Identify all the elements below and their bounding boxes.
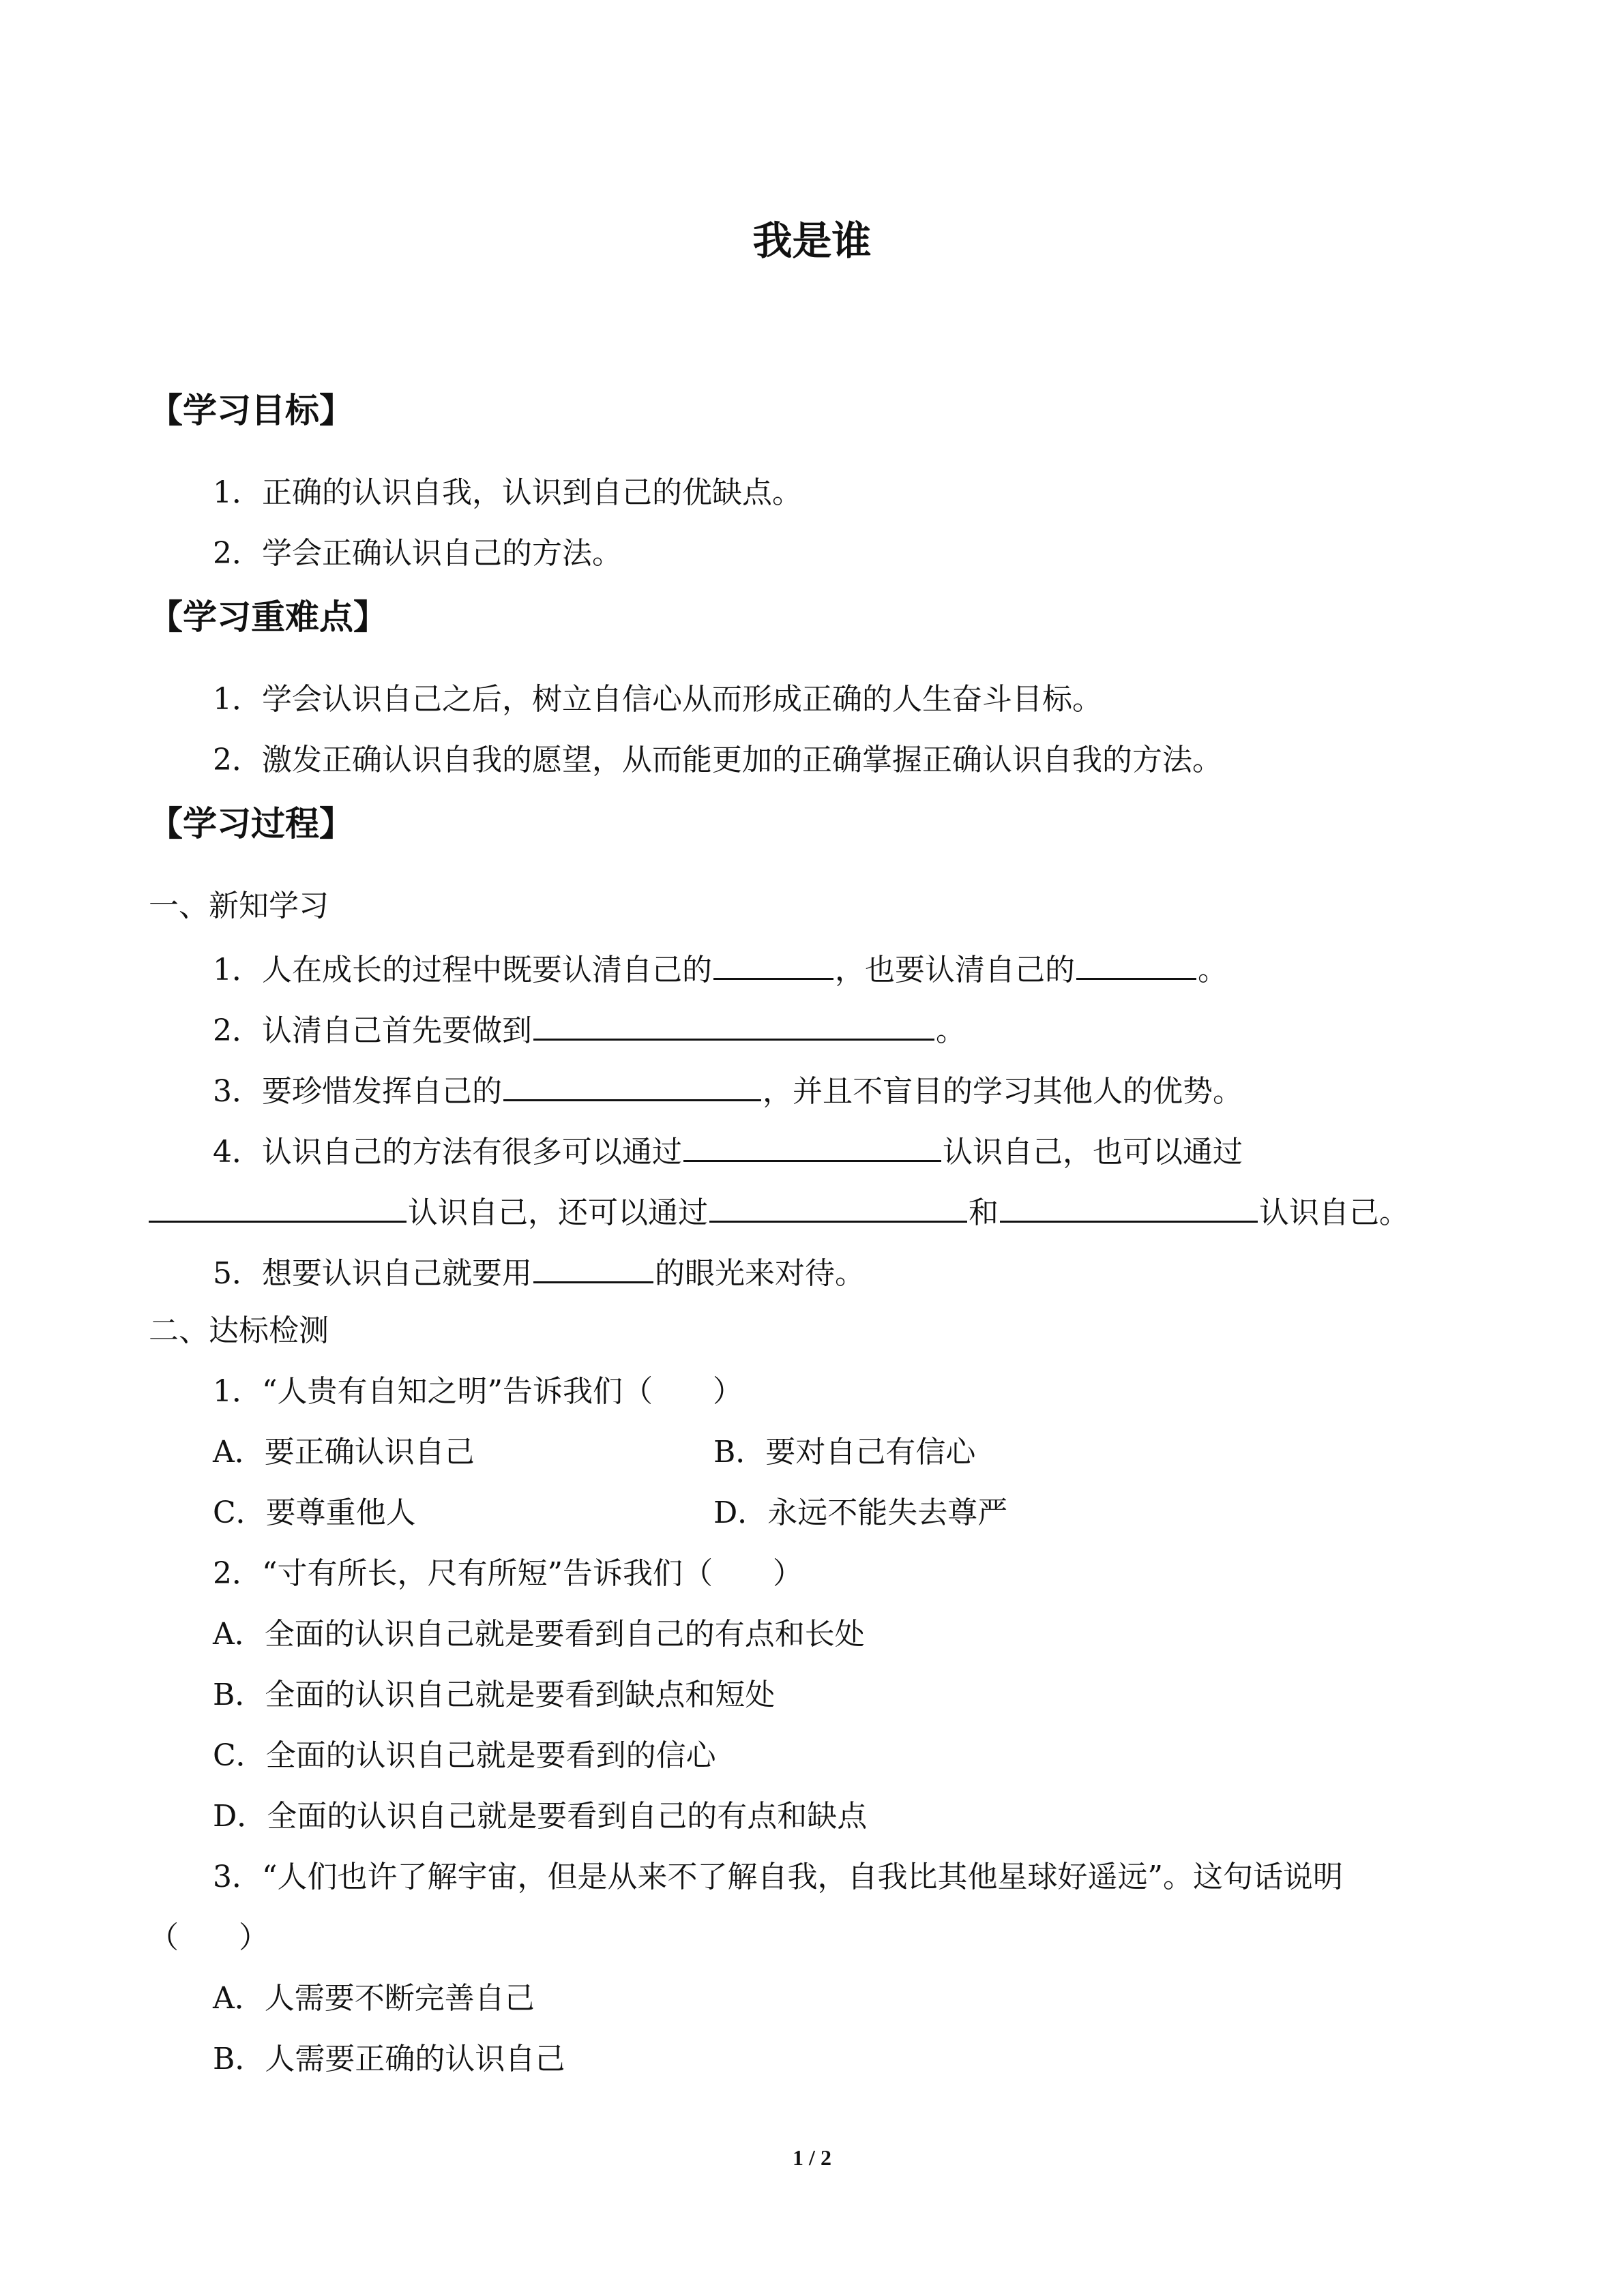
question-text: 认识自己。 <box>1259 1195 1409 1230</box>
mc-question-1-stem: 1．“人贵有自知之明”告诉我们（ ） <box>213 1374 743 1409</box>
mc-question-3-option-b[interactable]: B．人需要正确的认识自己 <box>213 2042 565 2076</box>
mc-question-1-option-d[interactable]: D．永远不能失去尊严 <box>713 1495 1008 1530</box>
mc-question-1-option-c[interactable]: C．要尊重他人 <box>213 1495 416 1530</box>
answer-blank[interactable] <box>709 1191 967 1223</box>
answer-blank[interactable] <box>1000 1191 1258 1223</box>
answer-blank[interactable] <box>713 948 833 980</box>
answer-blank[interactable] <box>533 1009 934 1041</box>
goal-item-1: 1．正确的认识自我，认识到自己的优缺点。 <box>213 475 802 510</box>
key-point-item-2: 2．激发正确认识自我的愿望，从而能更加的正确掌握正确认识自我的方法。 <box>213 743 1222 777</box>
answer-blank[interactable] <box>149 1191 407 1223</box>
answer-blank[interactable] <box>683 1130 941 1162</box>
question-text: 。 <box>936 1013 966 1048</box>
mc-question-2-option-c[interactable]: C．全面的认识自己就是要看到的信心 <box>213 1738 716 1773</box>
question-text: 认识自己，也可以通过 <box>943 1135 1243 1169</box>
answer-blank[interactable] <box>533 1251 653 1283</box>
fill-question-4-continued <box>149 1191 1409 1232</box>
document-title: 我是谁 <box>752 218 872 264</box>
mc-question-3-option-a[interactable]: A．人需要不断完善自己 <box>213 1981 535 2016</box>
fill-question-3 <box>213 1069 1243 1111</box>
mc-question-2-option-d[interactable]: D．全面的认识自己就是要看到自己的有点和缺点 <box>213 1799 868 1834</box>
section-heading-process: 【学习过程】 <box>149 804 353 844</box>
question-text: 和 <box>969 1195 999 1230</box>
key-point-item-1: 1．学会认识自己之后，树立自信心从而形成正确的人生奋斗目标。 <box>213 682 1102 717</box>
fill-question-2 <box>213 1009 966 1050</box>
mc-question-3-answer-bracket: （ ） <box>149 1920 269 1955</box>
fill-question-5 <box>213 1251 865 1293</box>
part-label-assessment: 二、达标检测 <box>149 1313 329 1348</box>
question-text: 3．要珍惜发挥自己的 <box>213 1074 502 1109</box>
part-label-new-knowledge: 一、新知学习 <box>149 889 329 923</box>
mc-question-2-option-a[interactable]: A．全面的认识自己就是要看到自己的有点和长处 <box>213 1617 865 1652</box>
fill-question-1 <box>213 948 1228 989</box>
question-text: 认识自己，还可以通过 <box>408 1195 708 1230</box>
question-text: ，也要认清自己的 <box>835 953 1075 987</box>
mc-question-2-option-b[interactable]: B．全面的认识自己就是要看到缺点和短处 <box>213 1678 776 1712</box>
answer-blank[interactable] <box>1076 948 1196 980</box>
question-text: 的眼光来对待。 <box>655 1256 865 1291</box>
question-text: 4．认识自己的方法有很多可以通过 <box>213 1135 682 1169</box>
question-text: 1．人在成长的过程中既要认清自己的 <box>213 953 712 987</box>
question-text: 2．认清自己首先要做到 <box>213 1013 532 1048</box>
mc-question-3-stem: 3．“人们也许了解宇宙，但是从来不了解自我，自我比其他星球好遥远”。这句话说明 <box>213 1860 1343 1894</box>
mc-question-2-stem: 2．“寸有所长，尺有所短”告诉我们（ ） <box>213 1556 803 1591</box>
question-text: ，并且不盲目的学习其他人的优势。 <box>763 1074 1243 1109</box>
mc-question-1-option-a[interactable]: A．要正确认识自己 <box>213 1435 475 1470</box>
goal-item-2: 2．学会正确认识自己的方法。 <box>213 536 622 571</box>
section-heading-key-points: 【学习重难点】 <box>149 597 387 637</box>
section-heading-goals: 【学习目标】 <box>149 391 353 430</box>
answer-blank[interactable] <box>503 1069 761 1101</box>
question-text: 。 <box>1198 953 1228 987</box>
question-text: 5．想要认识自己就要用 <box>213 1256 532 1291</box>
mc-question-1-option-b[interactable]: B．要对自己有信心 <box>713 1435 976 1470</box>
fill-question-4 <box>213 1130 1243 1172</box>
page-number: 1 / 2 <box>793 2145 831 2170</box>
